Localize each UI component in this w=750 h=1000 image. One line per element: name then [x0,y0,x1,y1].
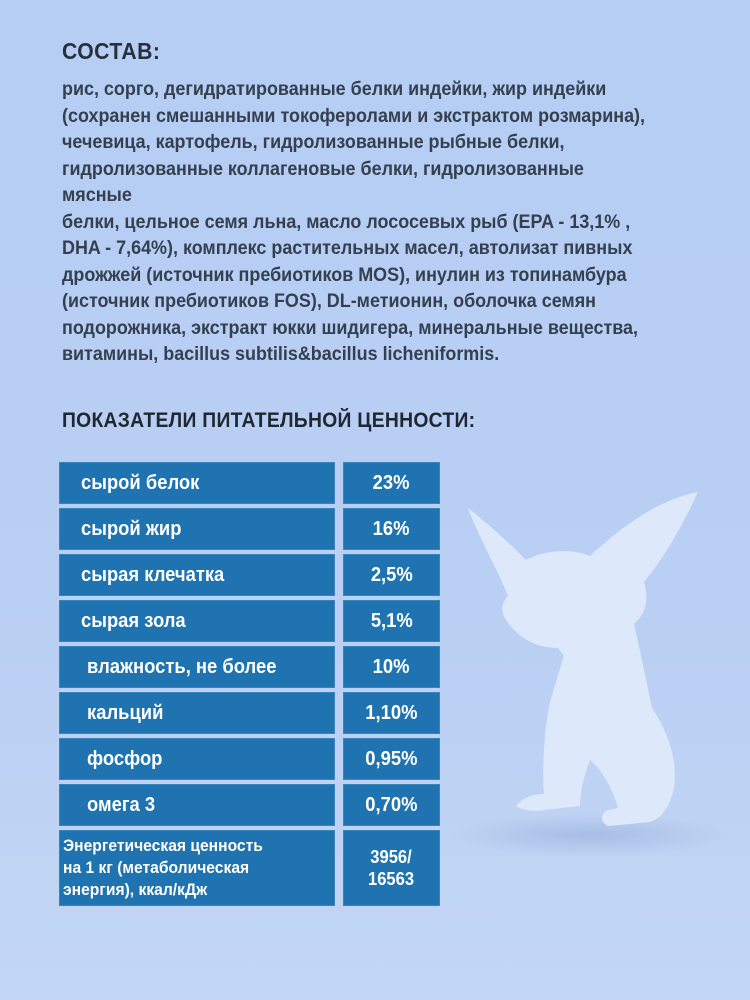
chihuahua-silhouette [440,470,740,870]
composition-text: рис, сорго, дегидратированные белки индейки, жир индейки (сохранен смешанными токоферолами и экстрактом розмарина), чечевица, картофель, гидролизованные рыбные белки, гидролизованные коллагеновые белки, гидролизованные мясные белки, цельное семя льна, масло лососевых рыб (EPA - 13,1% , DHA - 7,64%), комплекс растительных масел, автолизат пивных дрожжей (источник пребиотиков MOS), инулин из топинамбура (источник пребиотиков FOS), DL-метионин, оболочка семян подорожника, экстракт юкки шидигера, минеральные вещества, витамины, bacillus subtilis&bacillus licheniformis. [62,78,646,365]
composition-title: СОСТАВ: [62,38,161,64]
energy-name-cell: Энергетическая ценность на 1 кг (метаболическая энергия), ккал/кДж [59,830,335,906]
nutrient-name-cell: фосфор [59,738,335,780]
nutrient-name-cell: влажность, не более [59,646,335,688]
nutrient-value-cell: 16% [343,508,440,550]
nutrient-value-cell: 0,95% [343,738,440,780]
nutrient-name-cell: кальций [59,692,335,734]
energy-value-cell: 3956/ 16563 [343,830,440,906]
nutrient-name-cell: сырая клечатка [59,554,335,596]
nutrient-value-cell: 2,5% [343,554,440,596]
nutrient-name-cell: сырой белок [59,462,335,504]
nutrient-value-cell: 10% [343,646,440,688]
nutrient-name-cell: омега 3 [59,784,335,826]
nutrition-title: ПОКАЗАТЕЛИ ПИТАТЕЛЬНОЙ ЦЕННОСТИ: [62,409,476,432]
nutrient-value-cell: 0,70% [343,784,440,826]
nutrient-name-cell: сырая зола [59,600,335,642]
nutrient-name-cell: сырой жир [59,508,335,550]
nutrient-value-cell: 23% [343,462,440,504]
nutrient-value-cell: 5,1% [343,600,440,642]
nutrient-value-cell: 1,10% [343,692,440,734]
